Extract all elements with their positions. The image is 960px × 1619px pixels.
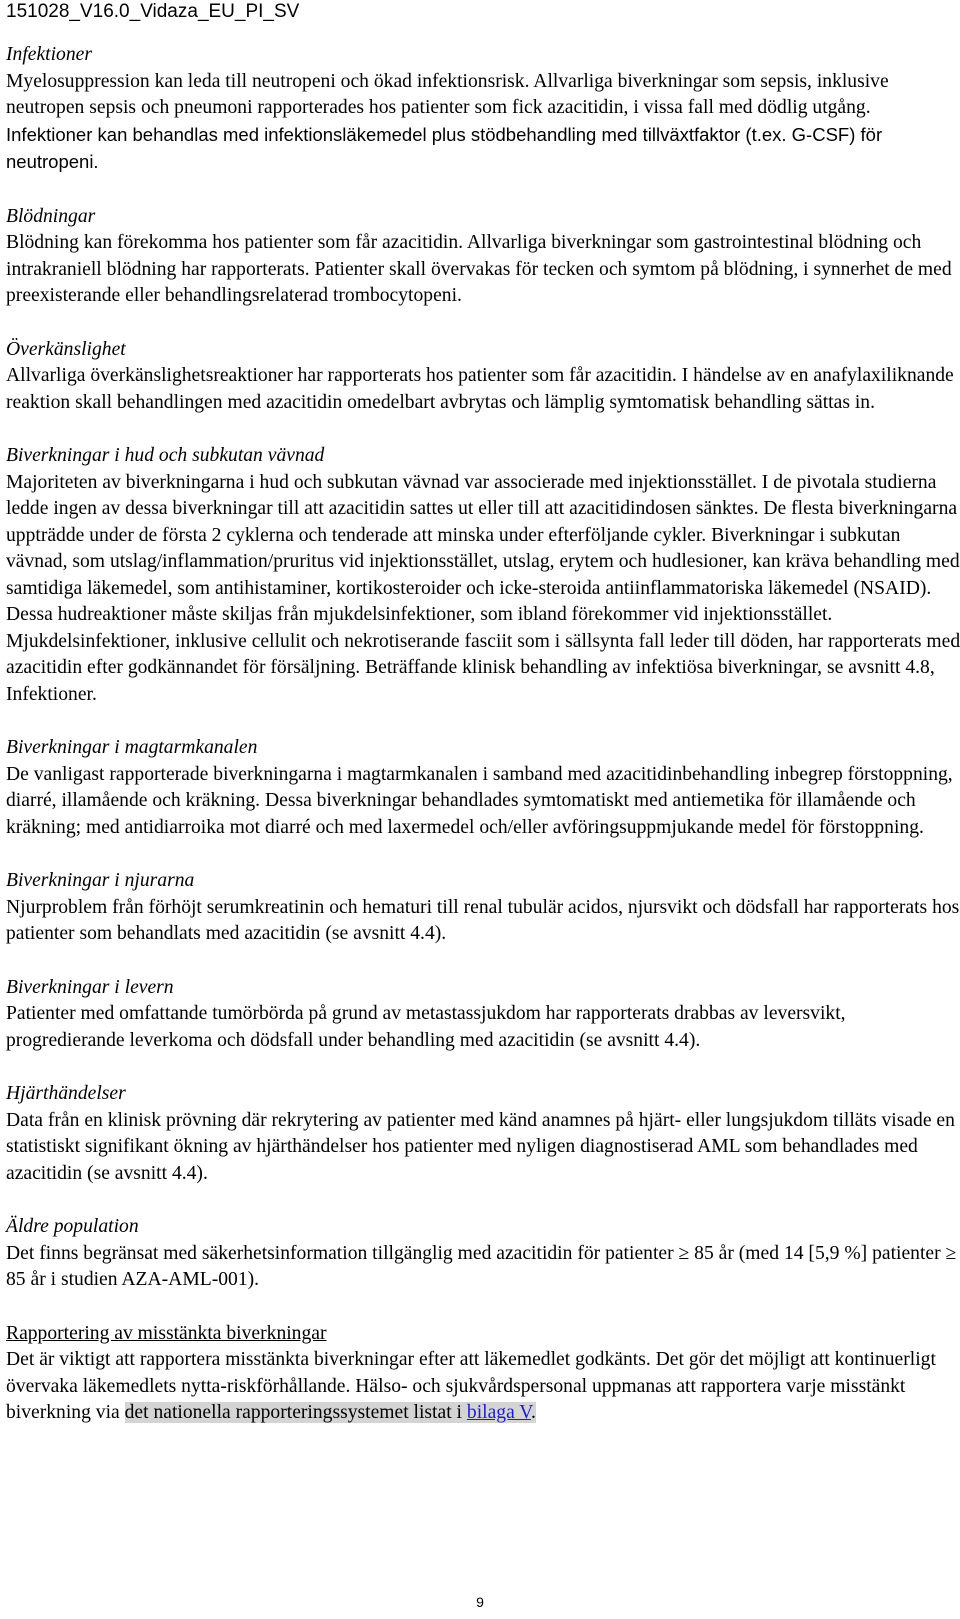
section-text: Blödning kan förekomma hos patienter som får azacitidin. Allvarliga biverkningar som gastrointestinal blödning och intrakraniell blödning har rapporterats. Patienter skall övervakas för tecken och symtom på blödning, i synnerhet de med preexisterande eller behandlingsrelaterad trombocytopeni.: [6, 232, 952, 306]
section-text: Njurproblem från förhöjt serumkreatinin och hematuri till renal tubulär acidos, njursvikt och dödsfall har rapporterats hos patienter som behandlats med azacitidin (se avsnitt 4.4).: [6, 896, 960, 944]
section-text: Patienter med omfattande tumörbörda på grund av metastassjukdom har rapporterats drabbas av leversvikt, progredierande leverkoma och dödsfall under behandling med azacitidin (se avsnitt 4.4).: [6, 1003, 846, 1051]
section-heading: Biverkningar i levern: [6, 976, 174, 998]
highlighted-text: [125, 1402, 536, 1423]
section-text: [6, 69, 960, 177]
section-text: Data från en klinisk prövning där rekrytering av patienter med känd anamnes på hjärt- eller lungsjukdom tilläts visade en statistiskt signifikant ökning av hjärthändelser hos patienter med nyligen diagnostiserad AML som behandlades med azacitidin (se avsnitt 4.4).: [6, 1109, 955, 1184]
section-rapportering: [6, 1321, 960, 1427]
section-heading: Biverkningar i njurarna: [6, 870, 195, 891]
page-number: 9: [476, 1594, 484, 1610]
section-text: [6, 1347, 960, 1427]
section-njurarna: [6, 868, 960, 948]
section-text: Allvarliga överkänslighetsreaktioner har rapporterats hos patienter som får azacitidin. I händelse av en anafylaxiliknande reaktion skall behandlingen med azacitidin omedelbart avbrytas och lämplig symtomatisk behandling sättas in.: [6, 365, 954, 413]
highlighted-text-part: det nationella rapporteringssystemet listat i: [124, 1402, 467, 1423]
section-heading: Blödningar: [6, 205, 96, 227]
section-blodningar: [6, 204, 960, 310]
section-magtarmkanalen: [6, 735, 960, 841]
section-heading: Rapportering av misstänkta biverkningar: [6, 1322, 327, 1344]
section-text: Det finns begränsat med säkerhetsinformation tillgänglig med azacitidin för patienter ≥ 85 år (med 14 [5,9 %] patienter ≥ 85 år i studien AZA-AML-001).: [6, 1242, 957, 1290]
section-text: De vanligast rapporterade biverkningarna i magtarmkanalen i samband med azacitidinbehandling inbegrep förstoppning, diarré, illamående och kräkning. Dessa biverkningar behandlades symtomatiskt med antiemetika för illamående och kräkning; med antidiarroika mot diarré och med laxermedel och/eller avföringsuppmjukande medel för förstoppning.: [6, 763, 953, 838]
text-end: .: [530, 1402, 536, 1423]
section-heading: Hjärthändelser: [6, 1083, 126, 1104]
section-heading: Biverkningar i magtarmkanalen: [6, 737, 258, 758]
section-heading: Överkänslighet: [6, 338, 126, 360]
section-heading: Biverkningar i hud och subkutan vävnad: [6, 445, 325, 466]
section-text-part: Myelosuppression kan leda till neutropeni och ökad infektionsrisk. Allvarliga biverkningar som sepsis, inklusive neutropen sepsis och pneumoni rapporterades hos patienter som fick azacitidin, i vissa fall med dödlig utgång.: [6, 70, 889, 118]
section-heading: Infektioner: [6, 44, 92, 65]
section-heading: Äldre population: [6, 1216, 139, 1237]
section-text-part: Det är viktigt att rapportera misstänkta biverkningar efter att läkemedlet godkänts. Det gör det möjligt att kontinuerligt övervaka läkemedlets nytta-riskförhållande. Hälso- och sjukvårdspersonal uppmanas att rapportera varje misstänkt biverkning via: [6, 1349, 936, 1423]
section-hjarthandelser: [6, 1081, 960, 1187]
section-text-part-sans: Infektioner kan behandlas med infektionsläkemedel plus stödbehandling med tillväxtfaktor (t.ex. G-CSF) för neutropeni.: [6, 123, 883, 172]
section-aldre-population: [6, 1214, 960, 1294]
section-levern: [6, 975, 960, 1055]
section-hud: [6, 443, 960, 708]
section-overkanslighet: [6, 337, 960, 417]
section-infektioner: [6, 42, 960, 177]
document-body: [6, 42, 960, 1454]
bilaga-v-link[interactable]: bilaga V: [466, 1402, 531, 1423]
section-text: Majoriteten av biverkningarna i hud och subkutan vävnad var associerade med injektionsstället. I de pivotala studierna ledde ingen av dessa biverkningar till att azacitidin sattes ut eller till att azacitidindosen sänktes. De flesta biverkningarna uppträdde under de första 2 cyklerna och tenderade att minska under efterföljande cykler. Biverkningar i subkutan vävnad, som utslag/inflammation/pruritus vid injektionsstället, utslag, erytem och hudlesioner, kan kräva behandling med samtidiga läkemedel, som antihistaminer, kortikosteroider och icke-steroida antiinflammatoriska läkemedel (NSAID). Dessa hudreaktioner måste skiljas från mjukdelsinfektioner, som ibland förekommer vid injektionsstället. Mjukdelsinfektioner, inklusive cellulit och nekrotiserande fasciit som i sällsynta fall leder till döden, har rapporterats med azacitidin efter godkännandet för försäljning. Beträffande klinisk behandling av infektiösa biverkningar, se avsnitt 4.8, Infektioner.: [6, 471, 960, 705]
document-id-header: 151028_V16.0_Vidaza_EU_PI_SV: [6, 1, 300, 22]
